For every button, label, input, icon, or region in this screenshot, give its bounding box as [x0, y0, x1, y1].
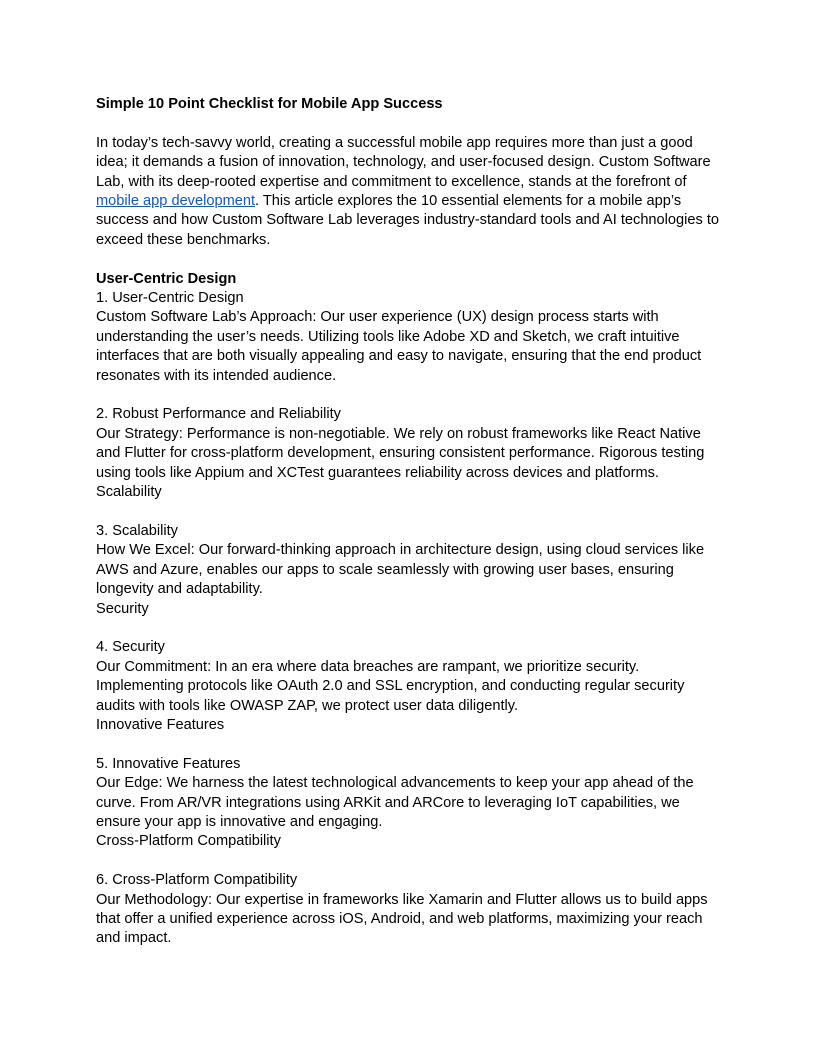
section-6 — [96, 871, 720, 949]
section-heading-6: 6. Cross-Platform Compatibility — [96, 872, 298, 889]
spacer — [96, 619, 720, 638]
spacer — [96, 386, 720, 405]
section-trailer-5: Cross-Platform Compatibility — [96, 833, 281, 850]
section-body-6: Our Methodology: Our expertise in frameworks like Xamarin and Flutter allows us to build apps that offer a unified experience across iOS, Android, and web platforms, maximizing your reach and impact. — [96, 891, 708, 947]
section-trailer-4: Innovative Features — [96, 716, 225, 733]
spacer — [96, 852, 720, 871]
document-body — [96, 95, 720, 949]
spacer — [96, 114, 720, 133]
section-heading-4: 4. Security — [96, 639, 165, 656]
section-4 — [96, 638, 720, 735]
intro-text-after: . This article explores the 10 essential elements for a mobile app’s success and how Custom Software Lab leverages industry-standard tools and AI technologies to exceed these benchmarks. — [96, 193, 720, 248]
section-3 — [96, 522, 720, 619]
section-1 — [96, 289, 720, 386]
section-body-1: Custom Software Lab’s Approach: Our user experience (UX) design process starts with understanding the user’s needs. Utilizing tools like Adobe XD and Sketch, we craft intuitive interfaces that are both visually appealing and easy to navigate, ensuring that the end product resonates with its intended audience. — [96, 309, 702, 384]
mobile-app-development-link[interactable]: mobile app development — [96, 193, 256, 210]
section-trailer-3: Security — [96, 600, 149, 617]
section-heading-2: 2. Robust Performance and Reliability — [96, 406, 341, 423]
spacer — [96, 735, 720, 754]
section-heading-1: 1. User-Centric Design — [96, 290, 244, 307]
section-heading-3: 3. Scalability — [96, 522, 178, 539]
section-trailer-2: Scalability — [96, 484, 162, 501]
spacer — [96, 250, 720, 269]
section-body-2: Our Strategy: Performance is non-negotiable. We rely on robust frameworks like React Native and Flutter for cross-platform development, ensuring consistent performance. Rigorous testing using tools like Appium and XCTest guarantees reliability across devices and platforms. — [96, 425, 705, 481]
section-body-3: How We Excel: Our forward-thinking approach in architecture design, using cloud services like AWS and Azure, enables our apps to scale seamlessly with growing user bases, ensuring longevity and adaptability. — [96, 542, 705, 598]
section-body-5: Our Edge: We harness the latest technological advancements to keep your app ahead of the curve. From AR/VR integrations using ARKit and ARCore to leveraging IoT capabilities, we ensure your app is innovative and engaging. — [96, 775, 694, 830]
intro-paragraph — [96, 134, 720, 250]
section-heading: User-Centric Design — [96, 270, 237, 287]
section-body-4: Our Commitment: In an era where data breaches are rampant, we prioritize security. Implementing protocols like OAuth 2.0 and SSL encryption, and conducting regular security audits with tools like OWASP ZAP, we protect user data diligently. — [96, 658, 685, 714]
spacer — [96, 502, 720, 521]
section-5 — [96, 755, 720, 852]
document-title: Simple 10 Point Checklist for Mobile App Success — [96, 96, 443, 112]
section-heading-5: 5. Innovative Features — [96, 755, 241, 772]
intro-text-before: In today’s tech-savvy world, creating a successful mobile app requires more than just a good idea; it demands a fusion of innovation, technology, and user-focused design. Custom Software Lab, with its deep-rooted expertise and commitment to excellence, stands at the forefront of — [96, 134, 711, 190]
section-2 — [96, 405, 720, 502]
